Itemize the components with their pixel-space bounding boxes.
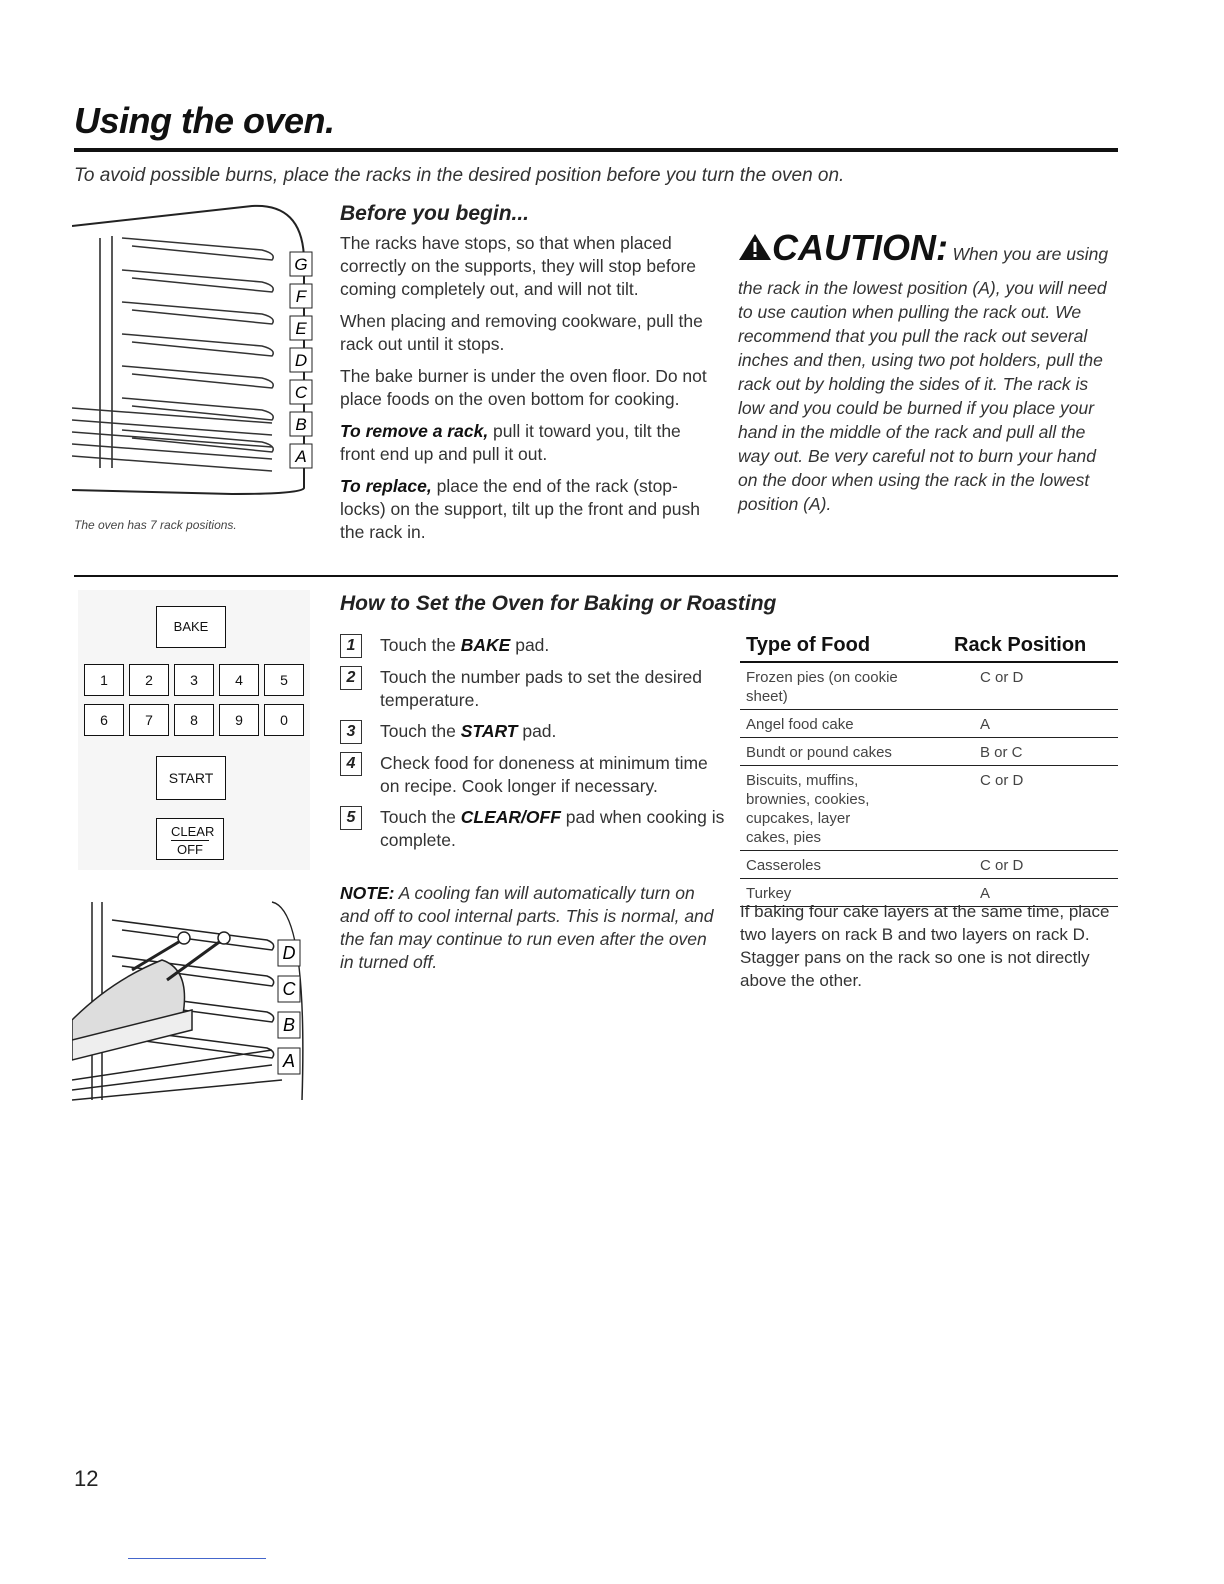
- table-row: [740, 662, 1118, 710]
- step-number: 4: [340, 752, 362, 776]
- step-text-pre: Touch the: [380, 807, 461, 827]
- rack-position-cell: A: [948, 710, 1118, 738]
- step-text: [380, 634, 549, 658]
- remove-rack-text: pull it toward you, tilt the front end up and pull it out.: [340, 421, 681, 464]
- table-row: [740, 710, 1118, 738]
- rack-position-cell: A: [948, 879, 1118, 907]
- baking-step: [340, 666, 725, 712]
- food-type-cell: Angel food cake: [740, 710, 948, 738]
- rack-position-table: [740, 632, 1118, 907]
- grate-line: [72, 420, 272, 435]
- step-text: [380, 806, 725, 852]
- baking-heading: How to Set the Oven for Baking or Roasting: [340, 592, 777, 615]
- remove-rack-label: To remove a rack,: [340, 421, 489, 441]
- food-type-cell: Casseroles: [740, 851, 948, 879]
- step-text: [380, 752, 725, 798]
- step-text-bold: BAKE: [460, 635, 511, 655]
- digit-pad-1: 1: [84, 664, 124, 696]
- step-text-post: pad.: [510, 635, 550, 655]
- table-row: [740, 851, 1118, 879]
- grate-line: [72, 456, 272, 471]
- before-p2: When placing and removing cookware, pull the rack out until it stops.: [340, 311, 703, 354]
- rack-line: [122, 302, 273, 324]
- baking-step: [340, 752, 725, 798]
- digit-pad-8: 8: [174, 704, 214, 736]
- rack-label: C: [294, 383, 308, 402]
- digit-pad-0: 0: [264, 704, 304, 736]
- off-label: OFF: [177, 842, 203, 857]
- step-text-pre: Touch the: [380, 721, 461, 741]
- rack-line: [122, 238, 273, 260]
- rack-line: [122, 270, 273, 292]
- food-type-cell: Bundt or pound cakes: [740, 738, 948, 766]
- food-type-cell: Biscuits, muffins, brownies, cookies, cupcakes, layer cakes, pies: [740, 766, 948, 851]
- digit-pad-2: 2: [129, 664, 169, 696]
- rack-label: A: [295, 447, 307, 466]
- step-number: 3: [340, 720, 362, 744]
- table-note: If baking four cake layers at the same time, place two layers on rack B and two layers on rack D. Stagger pans on the rack so one is not directly above the other.: [740, 902, 1110, 990]
- intro-text: To avoid possible burns, place the racks in the desired position before you turn the oven on.: [74, 165, 845, 186]
- clear-off-pad: [156, 818, 224, 860]
- header-rack-position: Rack Position: [948, 632, 1118, 662]
- rack-label: E: [295, 319, 307, 338]
- before-p3: The bake burner is under the oven floor. Do not place foods on the oven bottom for cooking.: [340, 366, 707, 409]
- note-label: NOTE:: [340, 883, 395, 903]
- step-number: 1: [340, 634, 362, 658]
- roast-rack-label: A: [282, 1051, 296, 1071]
- section-rule: [74, 575, 1118, 577]
- rack-position-cell: B or C: [948, 738, 1118, 766]
- page-title: Using the oven.: [74, 100, 335, 141]
- clear-label: CLEAR: [171, 824, 215, 839]
- step-text: [380, 720, 556, 744]
- image-caption: The oven has 7 rack positions.: [74, 518, 237, 532]
- caution-box: [738, 228, 1118, 516]
- digit-pad-7: 7: [129, 704, 169, 736]
- digit-pad-6: 6: [84, 704, 124, 736]
- step-number: 2: [340, 666, 362, 690]
- grate-line: [72, 444, 272, 459]
- step-text-pre: Check food for doneness at minimum time on recipe. Cook longer if necessary.: [380, 753, 708, 796]
- before-heading: Before you begin...: [340, 202, 530, 225]
- rack-position-cell: C or D: [948, 662, 1118, 710]
- turkey-roasting-illustration: [72, 900, 312, 1106]
- cooling-fan-note: [340, 882, 720, 974]
- step-text-pre: Touch the number pads to set the desired temperature.: [380, 667, 703, 710]
- table-row: [740, 738, 1118, 766]
- note-text: A cooling fan will automatically turn on and off to cool internal parts. This is normal, and the fan may continue to run even after the oven in turned off.: [340, 883, 714, 972]
- before-p4: [340, 420, 718, 466]
- header-type-of-food: Type of Food: [740, 632, 948, 662]
- before-p1: The racks have stops, so that when placed correctly on the supports, they will stop before coming completely out, and will not tilt.: [340, 233, 697, 299]
- food-type-cell: Turkey: [740, 879, 948, 907]
- caution-lead: When you are using: [952, 244, 1109, 264]
- before-p5: [340, 475, 718, 544]
- rack-position-cell: C or D: [948, 851, 1118, 879]
- rack-line: [122, 366, 273, 388]
- rack-label: D: [294, 351, 308, 370]
- table-row: [740, 766, 1118, 851]
- rack-line: [122, 334, 273, 356]
- bake-pad: BAKE: [156, 606, 226, 648]
- keypad-illustration: [78, 590, 310, 870]
- title-rule: [74, 148, 1118, 152]
- caution-text: the rack in the lowest position (A), you will need to use caution when pulling the rack out. We recommend that you pull the rack out several inches and then, using two pot holders, pull the rack out by holding the sides of it. The rack is low and you could be burned if you place your hand in the middle of the rack and pull all the way out. Be very careful not to burn your hand on the door when using the rack in the lowest position (A).: [738, 278, 1107, 514]
- baking-steps: [340, 634, 725, 860]
- digit-pad-3: 3: [174, 664, 214, 696]
- roast-rack-label: B: [282, 1015, 296, 1035]
- page-number: 12: [74, 1466, 99, 1491]
- rack-position-cell: C or D: [948, 766, 1118, 851]
- step-text-post: pad when cooking is complete.: [380, 807, 725, 850]
- before-section: [340, 202, 718, 553]
- step-text-pre: Touch the: [380, 635, 461, 655]
- step-text-bold: START: [460, 721, 518, 741]
- digit-pad-4: 4: [219, 664, 259, 696]
- roast-rack-line: [112, 920, 274, 950]
- rack-label: B: [295, 415, 307, 434]
- caution-word: CAUTION:: [772, 227, 948, 268]
- baking-step: [340, 806, 725, 852]
- oven-racks-illustration: [72, 198, 322, 498]
- bottom-line: [128, 1558, 266, 1559]
- baking-step: [340, 634, 725, 658]
- roast-rack-label: C: [282, 979, 296, 999]
- start-pad: START: [156, 756, 226, 800]
- replace-rack-text: place the end of the rack (stop-locks) on the support, tilt up the front and push the rack in.: [340, 476, 700, 542]
- warning-triangle-icon: [738, 232, 772, 262]
- replace-rack-label: To replace,: [340, 476, 432, 496]
- step-number: 5: [340, 806, 362, 830]
- digit-pad-9: 9: [219, 704, 259, 736]
- digit-pad-5: 5: [264, 664, 304, 696]
- step-text-post: pad.: [517, 721, 557, 741]
- step-text: [380, 666, 725, 712]
- step-text-bold: CLEAR/OFF: [460, 807, 561, 827]
- baking-step: [340, 720, 725, 744]
- roast-rack-label: D: [282, 943, 296, 963]
- rack-label: G: [294, 255, 308, 274]
- food-type-cell: Frozen pies (on cookie sheet): [740, 662, 948, 710]
- rack-label: F: [295, 287, 307, 306]
